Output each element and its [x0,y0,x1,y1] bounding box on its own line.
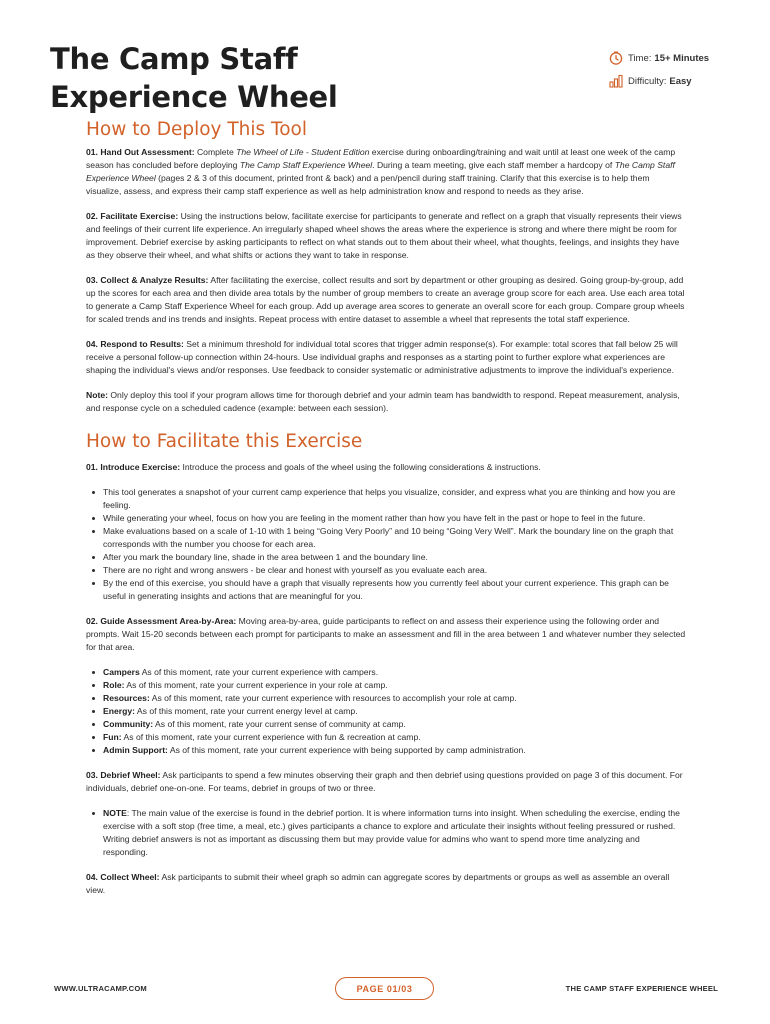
step-lead: 04. Respond to Results: [86,339,184,349]
note-lead: NOTE [103,808,127,818]
step-text: Ask participants to spend a few minutes observing their graph and then debrief using questions provided on page 3 of this document. For individuals, debrief one-on-one. For teams, debrief in groups of two or three. [86,770,683,793]
step-lead: 01. Introduce Exercise: [86,462,181,472]
facilitate-step-4 [86,871,686,897]
title-line-1: The Camp Staff [50,42,298,76]
facilitate-step-3 [86,769,686,795]
difficulty-label: Difficulty: [628,75,667,87]
step-text: Ask participants to submit their wheel graph so admin can aggregate scores by departments or groups as well as assemble an overall view. [86,872,670,895]
area-name: Fun: [103,732,122,742]
step-emphasis: The Wheel of Life - Student Edition [236,147,370,157]
title-line-2: Experience Wheel [50,80,338,114]
page-title [50,40,338,116]
step-lead: 01. Hand Out Assessment: [86,147,195,157]
facilitate-step-2 [86,615,686,654]
list-item: By the end of this exercise, you should have a graph that visually represents how you currently feel about your current experience. This graph can be useful in generating insights and actions that are meaningful for you. [103,577,686,603]
area-prompt: As of this moment, rate your current experience with being supported by camp administration. [167,745,526,755]
difficulty-value: Easy [669,75,692,87]
area-prompt: As of this moment, rate your current experience with resources to accomplish your role at camp. [149,693,517,703]
step-lead: 03. Collect & Analyze Results: [86,275,209,285]
list-item: Make evaluations based on a scale of 1-10 with 1 being “Going Very Poorly” and 10 being “Going Very Well”. Mark the boundary line on the graph that corresponds with the number you choose for each area. [103,525,686,551]
area-resources [103,692,686,705]
area-name: Campers [103,667,140,677]
list-item: After you mark the boundary line, shade in the area between 1 and the boundary line. [103,551,686,564]
step-text: After facilitating the exercise, collect results and sort by department or other grouping as desired. Going group-by-group, add up the scores for each area and then divide area totals by the number of group members to create an average group score for each area. Use each area total to generate a Camp Staff Experience Wheel for each group. Add up average area scores to generate an overall score for each group. Compare group wheels for scaled trends and ins trends and insights. Repeat process with entire dataset to assemble a wheel that represents the total staff experience. [86,275,685,324]
area-name: Community: [103,719,154,729]
step-lead: 03. Debrief Wheel: [86,770,161,780]
step-lead: 02. Guide Assessment Area-by-Area: [86,616,237,626]
step-lead: 02. Facilitate Exercise: [86,211,179,221]
time-value: 15+ Minutes [654,52,710,64]
step-text: Moving area-by-area, guide participants to reflect on and assess their experience using the following order and prompts. Wait 15-20 seconds between each prompt for participants to make an assessment and fill in the area between 1 and whatever number they selected for that area. [86,616,686,652]
deploy-step-2 [86,210,686,262]
website-link[interactable]: WWW.ULTRACAMP.COM [54,984,147,993]
bar-chart-icon [609,74,623,88]
area-role [103,679,686,692]
list-item: While generating your wheel, focus on how you are feeling in the moment rather than how you have felt in the past or hope to feel in the future. [103,512,686,525]
deploy-step-4 [86,338,686,377]
intro-bullet-list [86,486,686,603]
area-prompt: As of this moment, rate your current experience with fun & recreation at camp. [121,732,421,742]
area-admin-support [103,744,686,757]
deploy-step-3 [86,274,686,326]
area-community [103,718,686,731]
page-number-badge: PAGE 01/03 [335,977,434,1000]
step-lead: 04. Collect Wheel: [86,872,160,882]
area-prompt: As of this moment, rate your current experience with campers. [139,667,379,677]
area-name: Role: [103,680,125,690]
area-prompt: As of this moment, rate your current experience in your role at camp. [124,680,388,690]
area-campers [103,666,686,679]
area-fun [103,731,686,744]
area-name: Energy: [103,706,135,716]
difficulty-meta [609,73,709,89]
step-text: Complete [194,147,237,157]
step-text: Using the instructions below, facilitate exercise for participants to generate and reflect on a graph that visually represents their views and feelings of their current life experience. An irregularly shaped wheel shows the areas where the experience is strong and where there might be room for improvement. Debrief exercise by asking participants to reflect on what stands out to them about their wheel, what thoughts, feelings, and insights they have as they observe their wheel, and what shifts or actions they want to take in response. [86,211,682,260]
facilitate-heading: How to Facilitate this Exercise [86,431,363,452]
step-text: (pages 2 & 3 of this document, printed front & back) and a pen/pencil during staff training. Clarify that this exercise is to help them visualize, assess, and express their camp staff experience as well as help administration know and respond to needs as they arise. [86,173,650,196]
deploy-note [86,389,686,415]
area-energy [103,705,686,718]
note-lead: Note: [86,390,108,400]
list-item: There are no right and wrong answers - be clear and honest with yourself as you evaluate each area. [103,564,686,577]
area-prompt-list [86,666,686,757]
step-emphasis: The Camp Staff Experience Wheel [239,160,373,170]
main-content [86,119,686,909]
step-text: Set a minimum threshold for individual total scores that trigger admin response(s). For example: total scores that fall below 25 will receive a personal follow-up connection within 24-hours. Use individual graphs and responses as a starting point to further explore what experiences are shaping the individual's views and/or responses. Use feedback to consider systematic or administrative adjustments to improve the individual's experience. [86,339,678,375]
note-text: Only deploy this tool if your program allows time for thorough debrief and your admin team has bandwidth to respond. Repeat measurement, analysis, and response cycle on a scheduled cadence (example: between each session). [86,390,680,413]
area-prompt: As of this moment, rate your current energy level at camp. [135,706,358,716]
step-text: Introduce the process and goals of the wheel using the following considerations & instructions. [180,462,541,472]
footer-doc-title: THE CAMP STAFF EXPERIENCE WHEEL [565,984,718,993]
step-text: exercise during onboarding/training and wait until at least one week of the camp season has concluded before deploying [86,147,676,170]
clock-icon [609,51,623,65]
area-name: Admin Support: [103,745,168,755]
deploy-heading: How to Deploy This Tool [86,119,307,140]
list-item: This tool generates a snapshot of your current camp experience that helps you visualize, consider, and express what you are thinking and how you are feeling. [103,486,686,512]
step-emphasis: The Camp Staff Experience Wheel [86,160,675,183]
debrief-note-list [86,807,686,859]
note-text: : The main value of the exercise is found in the debrief portion. It is where information turns into insight. When scheduling the exercise, ending the exercise with a soft stop (free time, a meal, etc.) gives participants a chance to explore and articulate their insights without feeling pressured or rushed. Writing debrief answers is not as important as discussing them but may provide value for admins who want to spend more time analyzing and responding. [103,808,680,857]
area-name: Resources: [103,693,150,703]
exercise-meta [609,50,709,96]
time-meta [609,50,709,66]
debrief-note [103,807,686,859]
area-prompt: As of this moment, rate your current sense of community at camp. [153,719,406,729]
deploy-step-1 [86,146,686,198]
time-label: Time: [628,52,652,64]
step-text: . During a team meeting, give each staff member a hardcopy of [372,160,615,170]
facilitate-step-1 [86,461,686,474]
